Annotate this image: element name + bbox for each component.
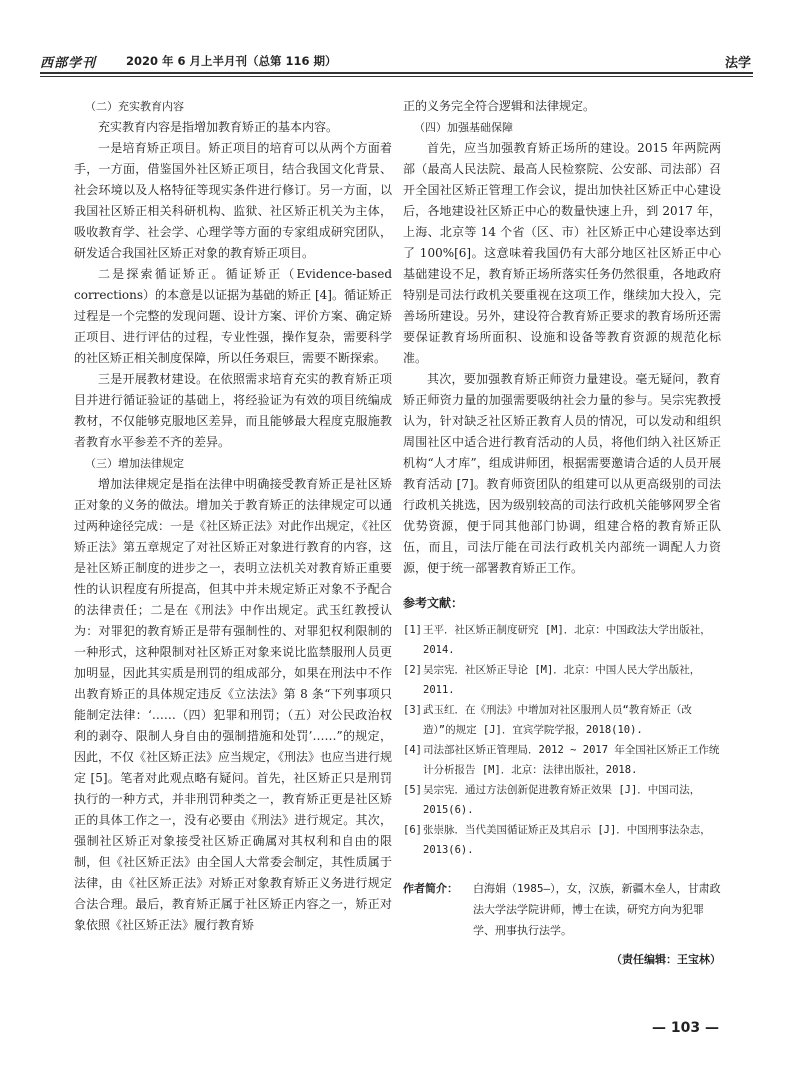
section-name: 法学	[724, 56, 751, 71]
journal-logo: 西部学刊	[40, 56, 97, 71]
subheading: （三）增加法律规定	[85, 457, 184, 470]
subheading: （四）加强基础保障	[414, 121, 513, 134]
paragraph: 首先，应当加强教育矫正场所的建设。2015 年两院两部（最高人民法院、最高人民检察院、公安部、司法部）召开全国社区矫正管理工作会议，提出加快社区矫正中心建设后，各地建设社区矫正中心的数量快速上升，到 2017 年，上海、北京等 14 个省（区、市）社区矫正中心建设率达到了 100%[6]。这意味着我国仍有大部分地区社区矫正中心基础建设不足，教育矫正场所落实任务仍然很重，各地政府特别是司法行政机关要重视在这项工作，继续加大投入，完善场所建设。另外，建设符合教育矫正要求的教育场所还需要保证教育场所面积、设施和设备等教育资源的规范化标准。	[403, 141, 721, 365]
subheading: （二）充实教育内容	[85, 100, 184, 113]
reference-item: [3] 武玉红．在《刑法》中增加对社区服刑人员“教育矫正（改造）”的规定 [J]．宜宾学院学报，2018(10).	[403, 704, 692, 736]
paragraph: 增加法律规定是指在法律中明确接受教育矫正是社区矫正对象的义务的做法。增加关于教育矫正的法律规定可以通过两种途径完成：一是《社区矫正法》对此作出规定，《社区矫正法》第五章规定了对社区矫正对象进行教育的内容，这是社区矫正制度的进步之一，表明立法机关对教育矫正重要性的认识程度有所提高，但其中并未规定矫正对象不予配合的法律责任；二是在《刑法》中作出规定。武玉红教授认为：对罪犯的教育矫正是带有强制性的、对罪犯权利限制的一种形式，这种限制对社区矫正对象来说比监禁服刑人员更加明显，因此其实质是刑罚的组成部分，如果在刑法中不作出教育矫正的具体规定违反《立法法》第 8 条“下列事项只能制定法律：‘……（四）犯罪和刑罚；（五）对公民政治权利的剥夺、限制人身自由的强制措施和处罚’……”的规定，因此，不仅《社区矫正法》应当规定，《刑法》也应当进行规定 [5]。笔者对此观点略有疑问。首先，社区矫正只是刑罚执行的一种方式，并非刑罚种类之一，教育矫正更是社区矫正的具体工作之一，没有必要由《刑法》进行规定。其次，强制社区矫正对象接受社区矫正确属对其权利和自由的限制，但《社区矫正法》由全国人大常委会制定，其性质属于法律，由《社区矫正法》对矫正对象教育矫正义务进行规定合法合理。最后，教育矫正属于社区矫正内容之一，矫正对象依照《社区矫正法》履行教育矫	[74, 477, 393, 932]
reference-item: [2] 吴宗宪．社区矫正导论 [M]．北京：中国人民大学出版社，2011.	[403, 664, 701, 696]
page-number: — 103 —	[652, 1020, 719, 1036]
reference-item: [5] 吴宗宪．通过方法创新促进教育矫正效果 [J]．中国司法，2015(6).	[403, 784, 701, 816]
references-title: 参考文献：	[403, 596, 464, 610]
issue-info: 2020 年 6 月上半月刊（总第 116 期）	[126, 54, 337, 68]
header-rule-thin	[40, 76, 753, 77]
editor-credit: （责任编辑：王宝林）	[611, 953, 721, 966]
reference-list	[403, 620, 721, 860]
reference-item: [6] 张崇脉．当代美国循证矫正及其启示 [J]．中国刑事法杂志，2013(6).	[403, 824, 711, 856]
paragraph: 正的义务完全符合逻辑和法律规定。	[403, 99, 596, 113]
left-column	[74, 96, 392, 936]
paragraph: 充实教育内容是指增加教育矫正的基本内容。	[98, 120, 339, 134]
paragraph: 一是培育矫正项目。矫正项目的培育可以从两个方面着手，一方面，借鉴国外社区矫正项目，结合我国文化背景、社会环境以及人格特征等现实条件进行修订。另一方面，以我国社区矫正相关科研机构、监狱、社区矫正机关为主体，吸收教育学、社会学、心理学等方面的专家组成研究团队，研发适合我国社区矫正对象的教育矫正项目。	[74, 141, 392, 260]
reference-item: [1] 王平．社区矫正制度研究 [M]．北京：中国政法大学出版社，2014.	[403, 624, 711, 656]
header-rule	[40, 72, 753, 74]
author-bio	[403, 878, 721, 941]
paragraph: 其次，要加强教育矫正师资力量建设。毫无疑问，教育矫正师资力量的加强需要吸纳社会力量的参与。吴宗宪教授认为，针对缺乏社区矫正教育人员的情况，可以发动和组织周围社区中适合进行教育活动的人员，将他们纳入社区矫正机构“人才库”，组成讲师团，根据需要邀请合适的人员开展教育活动 [7]。教育师资团队的组建可以从更高级别的司法行政机关挑选，因为级别较高的司法行政机关能够网罗全省优势资源，便于同其他部门协调，组建合格的教育矫正队伍，而且，司法厅能在司法行政机关内部统一调配人力资源，便于统一部署教育矫正工作。	[403, 372, 721, 575]
paragraph: 三是开展教材建设。在依照需求培育充实的教育矫正项目并进行循证验证的基础上，将经验证为有效的项目统编成教材，不仅能够克服地区差异，而且能够最大程度克服施教者教育水平参差不齐的差异。	[74, 372, 392, 449]
author-label: 作者简介：	[403, 882, 458, 895]
paragraph: 二是探索循证矫正。循证矫正（Evidence-based corrections）的本意是以证据为基础的矫正 [4]。循证矫正过程是一个完整的发现问题、设计方案、评价方案、确定矫正项目、进行评估的过程，专业性强，操作复杂，需要科学的社区矫正相关制度保障，所以任务艰巨，需要不断探索。	[74, 267, 392, 365]
author-text: 白海娟（1985—），女，汉族，新疆木垒人，甘肃政法大学法学院讲师，博士在读，研究方向为犯罪学、刑事执行法学。	[473, 882, 721, 937]
reference-item: [4] 司法部社区矫正管理局．2012 ~ 2017 年全国社区矫正工作统计分析报告 [M]．北京：法律出版社，2018.	[403, 744, 720, 776]
page-header	[0, 0, 793, 84]
right-column	[403, 96, 721, 970]
